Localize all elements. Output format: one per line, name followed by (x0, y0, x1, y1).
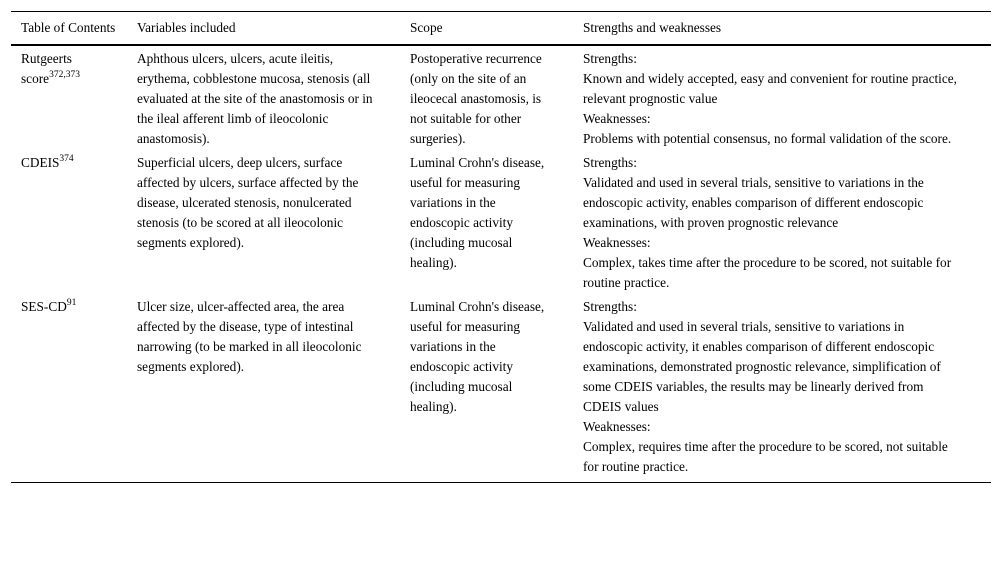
strengths-weaknesses-cell (583, 45, 991, 150)
strengths-label: Strengths: (583, 155, 637, 170)
score-name-cell (11, 294, 137, 483)
score-name-cell (11, 150, 137, 294)
score-name: SES-CD$^{91}$ (21, 298, 77, 314)
table-row (11, 150, 991, 294)
strengths-label: Strengths: (583, 51, 637, 66)
variables-cell: Aphthous ulcers, ulcers, acute ileitis, erythema, cobblestone mucosa, stenosis (all evaluated at the site of the anastomosis or in the ileal afferent limb of ileocolonic anastomosis). (137, 51, 373, 146)
strengths-text: Known and widely accepted, easy and convenient for routine practice, relevant prognostic value (583, 71, 958, 106)
strengths-text: Validated and used in several trials, sensitive to variations in the endoscopic activity, enables comparison of different endoscopic examinations, with proven prognostic relevance (583, 175, 924, 230)
weaknesses-text: Complex, requires time after the procedure to be scored, not suitable for routine practice. (583, 439, 948, 474)
reference-superscript: 91 (66, 298, 77, 308)
table-row (11, 45, 991, 150)
reference-superscript: 374 (59, 154, 74, 164)
strengths-label: Strengths: (583, 299, 637, 314)
variables-cell: Ulcer size, ulcer-affected area, the area affected by the disease, type of intestinal narrowing (to be marked in all ileocolonic segments explored). (137, 299, 362, 374)
weaknesses-label: Weaknesses: (583, 419, 651, 434)
strengths-weaknesses-cell (583, 150, 991, 294)
scores-table-wrapper (11, 11, 981, 483)
strengths-text: Validated and used in several trials, sensitive to variations in endoscopic activity, it enables comparison of different endoscopic examinations, demonstrated prognostic relevance, simplification of some CDEIS variables, the results may be linearly derived from CDEIS values (583, 319, 941, 414)
score-name-cell (11, 45, 137, 150)
header-table-of-contents: Table of Contents (21, 20, 116, 35)
scope-cell: Postoperative recurrence (only on the site of an ileocecal anastomosis, is not suitable for other surgeries). (410, 51, 542, 146)
table-body (11, 45, 991, 483)
scope-cell: Luminal Crohn's disease, useful for measuring variations in the endoscopic activity (including mucosal healing). (410, 155, 545, 270)
endoscopic-scores-table (11, 11, 991, 483)
reference-superscript: 372,373 (49, 70, 80, 80)
header-strengths-weaknesses: Strengths and weaknesses (583, 20, 722, 35)
header-variables-included: Variables included (137, 20, 236, 35)
weaknesses-label: Weaknesses: (583, 235, 651, 250)
weaknesses-text: Problems with potential consensus, no formal validation of the score. (583, 131, 952, 146)
scope-cell: Luminal Crohn's disease, useful for measuring variations in the endoscopic activity (including mucosal healing). (410, 299, 545, 414)
weaknesses-text: Complex, takes time after the procedure to be scored, not suitable for routine practice. (583, 255, 952, 290)
score-name: CDEIS$^{374}$ (21, 154, 74, 170)
table-header (11, 12, 991, 46)
score-name: Rutgeerts score$^{372,373}$ (21, 51, 80, 86)
table-row (11, 294, 991, 483)
weaknesses-label: Weaknesses: (583, 111, 651, 126)
strengths-weaknesses-cell (583, 294, 991, 483)
header-row (11, 12, 991, 46)
header-scope: Scope (410, 20, 443, 35)
variables-cell: Superficial ulcers, deep ulcers, surface affected by ulcers, surface affected by the disease, ulcerated stenosis, nonulcerated stenosis (to be scored at all ileocolonic segments explored). (137, 155, 359, 250)
